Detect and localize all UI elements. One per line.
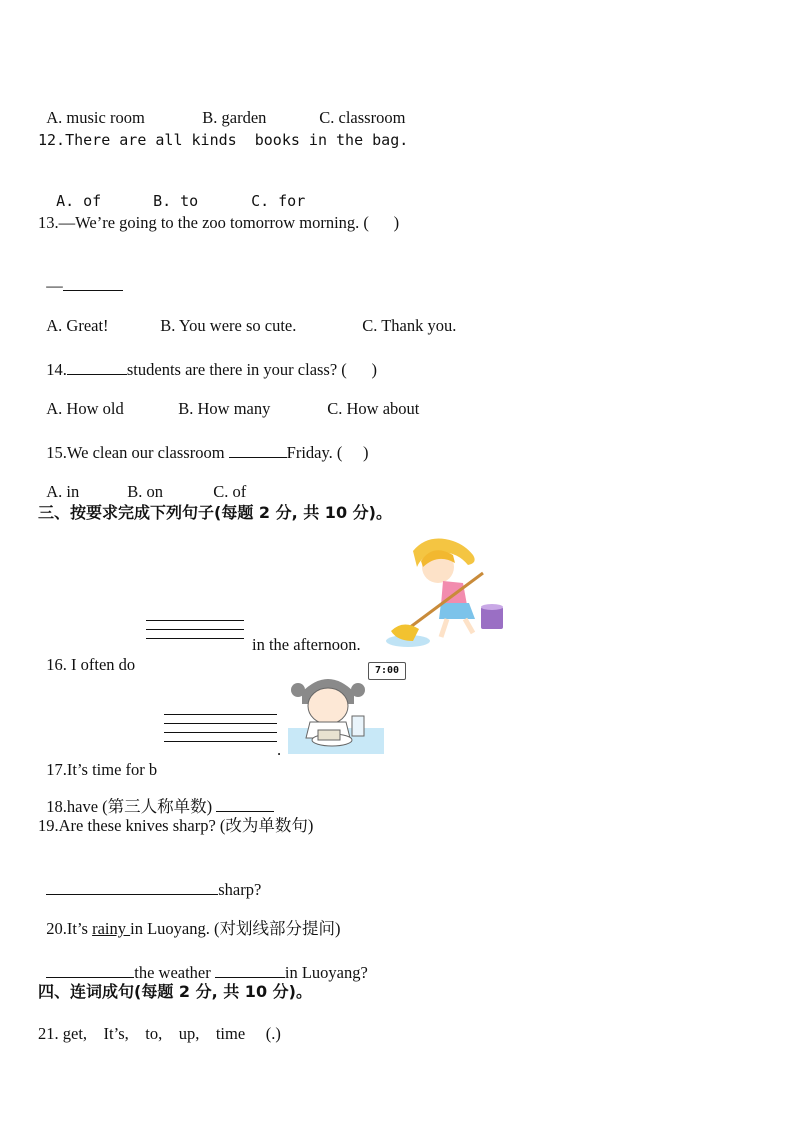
q11-option-b: B. garden [202, 108, 267, 127]
q20-blank-2[interactable] [215, 961, 285, 978]
q20-answer [38, 941, 368, 983]
q13-dash: — [46, 276, 63, 295]
q20-stem [38, 899, 340, 939]
q14-blank[interactable] [67, 358, 127, 375]
q20-post: in Luoyang. (对划线部分提问) [130, 919, 341, 938]
q18-blank[interactable] [216, 795, 274, 812]
q16-answer-lines[interactable] [146, 620, 244, 647]
q20-blank-1[interactable] [46, 961, 134, 978]
q14-number: 14. [46, 360, 67, 379]
q13-option-c: C. Thank you. [362, 316, 457, 335]
q14-options [38, 379, 419, 419]
q20-answer-tail: in Luoyang? [284, 963, 368, 982]
q15-option-c: C. of [213, 482, 247, 501]
q14-stem [38, 338, 377, 380]
q17-stem [38, 740, 157, 780]
q17-answer-lines[interactable] [164, 714, 277, 750]
q20-answer-mid: the weather [134, 963, 215, 982]
q19-answer-tail: sharp? [218, 880, 262, 899]
q15-option-a: A. in [46, 482, 80, 501]
clock-display: 7:00 [368, 662, 406, 680]
q13-answer-blank[interactable] [63, 274, 123, 291]
q12-option-b: B. to [153, 192, 199, 210]
section-4-heading: 四、连词成句(每题 2 分, 共 10 分)。 [38, 982, 312, 1001]
girl-breakfast-illustration [288, 668, 386, 754]
q12-options [38, 171, 305, 211]
q12-option-c: C. for [251, 192, 306, 210]
q13-stem: 13.—We’re going to the zoo tomorrow morning. ( ) [38, 213, 400, 232]
q18-text: 18.have (第三人称单数) [46, 797, 217, 816]
q12-stem: 12.There are all kinds books in the bag. [38, 131, 409, 149]
q15-rest: Friday. ( ) [286, 443, 369, 462]
q18-stem [38, 775, 274, 817]
q16-post: in the afternoon. [252, 635, 361, 654]
q13-option-a: A. Great! [46, 316, 109, 335]
q19-stem: 19.Are these knives sharp? (改为单数句) [38, 816, 314, 835]
q15-options [38, 462, 246, 502]
q13-option-b: B. You were so cute. [160, 316, 297, 335]
q19-answer [38, 858, 261, 900]
q11-options [38, 88, 405, 128]
q16-stem [38, 635, 135, 675]
q14-option-c: C. How about [327, 399, 420, 418]
section-3-heading: 三、按要求完成下列句子(每题 2 分, 共 10 分)。 [38, 503, 392, 522]
girl-mopping-illustration [383, 533, 508, 651]
q15-option-b: B. on [127, 482, 164, 501]
q11-option-c: C. classroom [319, 108, 406, 127]
q13-options [38, 296, 456, 336]
q14-option-a: A. How old [46, 399, 124, 418]
q11-option-a: A. music room [46, 108, 145, 127]
q14-rest: students are there in your class? ( ) [126, 360, 378, 379]
q15-stem-text: 15.We clean our classroom [46, 443, 229, 462]
q15-stem [38, 421, 369, 463]
q19-blank[interactable] [46, 878, 218, 895]
q14-option-b: B. How many [178, 399, 271, 418]
q15-blank[interactable] [229, 441, 287, 458]
q21-words: 21. get, It’s, to, up, time (.) [38, 1024, 281, 1043]
q16-pre: 16. I often do [46, 655, 136, 674]
q17-post: . [277, 740, 282, 759]
q20-underlined-word: rainy [92, 919, 131, 938]
q12-option-a: A. of [56, 192, 102, 210]
q20-pre: 20.It’s [46, 919, 93, 938]
q17-pre: 17.It’s time for b [46, 760, 158, 779]
q13-reply [38, 254, 123, 296]
